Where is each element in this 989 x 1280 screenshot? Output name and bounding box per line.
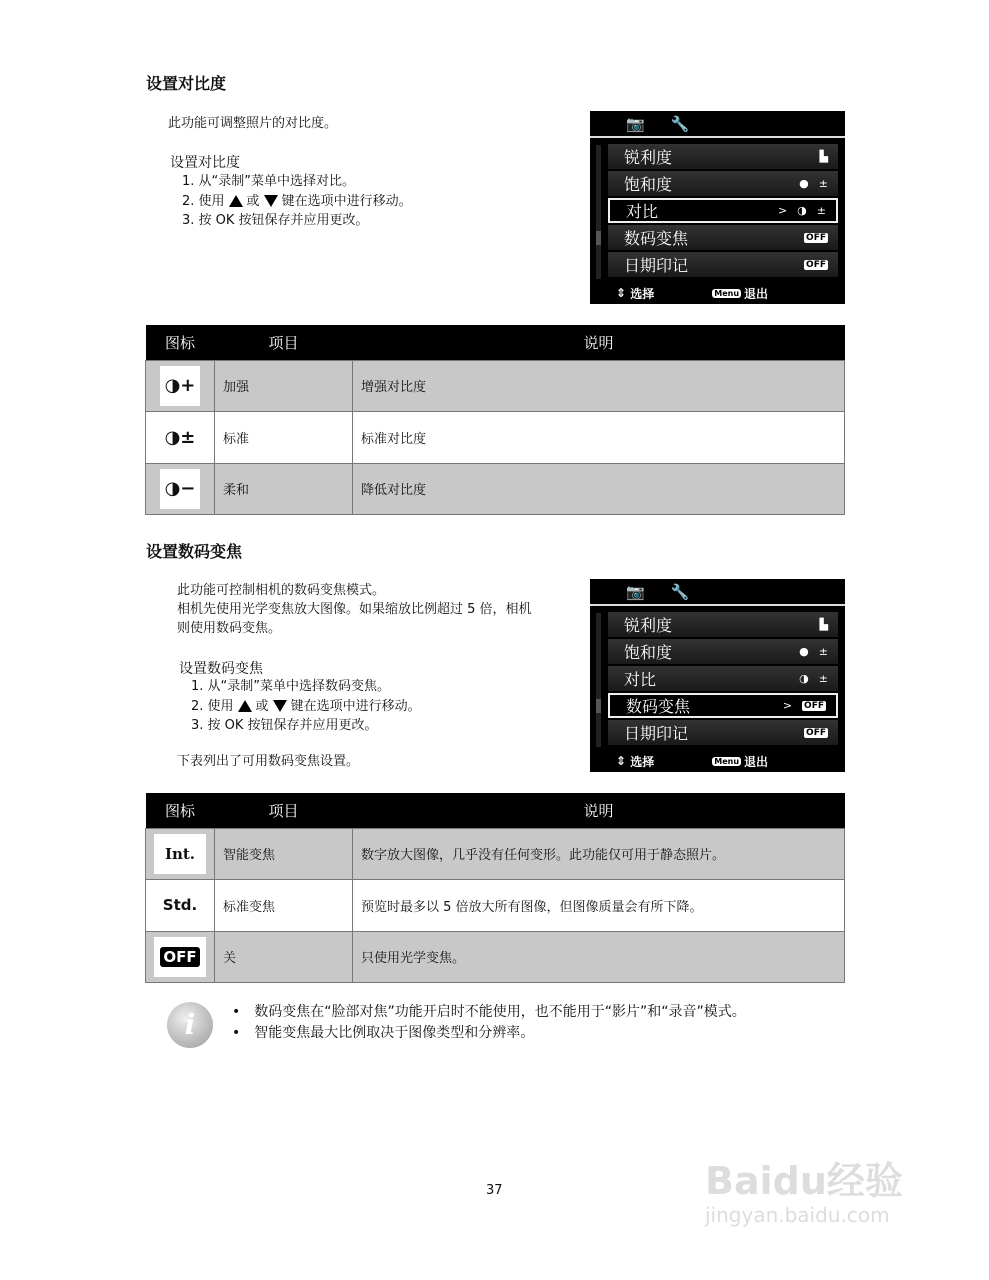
step-text: 键在选项中进行移动。 <box>290 698 421 714</box>
down-arrow-icon <box>273 700 287 712</box>
value: ± <box>818 177 828 190</box>
desc: 增强对比度 <box>353 360 845 412</box>
menu-item-contrast <box>608 198 838 223</box>
item: 标准 <box>215 412 353 464</box>
watermark-url: jingyan.baidu.com <box>705 1203 890 1227</box>
wrench-icon: 🔧 <box>670 114 690 133</box>
off-badge: OFF <box>806 727 826 738</box>
text: 相机先使用光学变焦放大图像。如果缩放比例超过 5 倍，相机 <box>177 602 532 617</box>
value: ± <box>818 645 828 658</box>
exit-label: 退出 <box>744 754 769 769</box>
wrench-icon: 🔧 <box>670 582 690 601</box>
off-badge: OFF <box>804 700 824 711</box>
menu-button-icon: Menu <box>714 288 740 298</box>
drop-icon: ● <box>799 645 809 658</box>
table-row <box>146 880 845 932</box>
item: 关 <box>215 931 353 983</box>
menu-item-digital-zoom <box>608 225 838 250</box>
menu-button-icon: Menu <box>714 756 740 766</box>
section-title-contrast: 设置对比度 <box>146 74 227 93</box>
menu-item-saturation <box>608 639 838 664</box>
info-icon: i <box>167 1002 213 1048</box>
select-label: 选择 <box>630 754 655 769</box>
contrast-intro: 此功能可调整照片的对比度。 <box>168 116 338 131</box>
label: 对比 <box>624 670 657 689</box>
arrow: > <box>777 204 788 217</box>
zoom-subtitle: 设置数码变焦 <box>179 661 263 677</box>
item: 加强 <box>215 360 353 412</box>
updown-icon: ⇕ <box>616 754 627 768</box>
scrollbar <box>596 613 601 747</box>
zoom-steps <box>191 677 421 736</box>
text: 此功能可控制相机的数码变焦模式。 <box>177 583 386 598</box>
item: 标准变焦 <box>215 880 353 932</box>
sharpness-icon: ▙ <box>819 618 828 631</box>
camera-icon: 📷 <box>626 582 645 601</box>
page-number: 37 <box>486 1183 503 1198</box>
section-title-digital-zoom: 设置数码变焦 <box>146 542 243 561</box>
select-label: 选择 <box>630 286 655 301</box>
header-icon: 图标 <box>146 325 215 360</box>
step-text: 2. 使用 <box>182 193 225 209</box>
digital-zoom-table <box>145 793 845 983</box>
desc: 标准对比度 <box>353 412 845 464</box>
step-1: 1. 从“录制”菜单中选择对比。 <box>182 174 356 189</box>
item: 柔和 <box>215 463 353 515</box>
note-item: • 数码变焦在“脸部对焦”功能开启时不能使用，也不能用于“影片”和“录音”模式。 <box>232 1002 746 1023</box>
step-text: 或 <box>255 698 269 714</box>
table-row <box>146 931 845 983</box>
camera-menu-digital-zoom <box>590 579 845 772</box>
zoom-table-intro: 下表列出了可用数码变焦设置。 <box>177 754 360 769</box>
scrollbar <box>596 145 601 279</box>
table-row <box>146 828 845 880</box>
contrast-low-icon: ◑− <box>160 469 200 509</box>
table-row <box>146 463 845 515</box>
updown-icon: ⇕ <box>616 286 627 300</box>
step-text: 或 <box>246 193 260 209</box>
contrast-table <box>145 325 845 515</box>
contrast-icon: ◑ <box>799 672 809 685</box>
contrast-high-icon: ◑+ <box>160 366 200 406</box>
note-item: • 智能变焦最大比例取决于图像类型和分辨率。 <box>232 1023 746 1044</box>
menu-item-sharpness <box>608 144 838 169</box>
header-desc: 说明 <box>353 325 845 360</box>
label: 日期印记 <box>624 256 689 275</box>
desc: 降低对比度 <box>353 463 845 515</box>
menu-item-date-stamp <box>608 252 838 277</box>
step-1: 1. 从“录制”菜单中选择数码变焦。 <box>191 679 391 694</box>
up-arrow-icon <box>229 195 243 207</box>
desc: 预览时最多以 5 倍放大所有图像，但图像质量会有所下降。 <box>353 880 845 932</box>
contrast-steps <box>182 172 412 231</box>
step-2 <box>191 697 421 717</box>
desc: 数字放大图像，几乎没有任何变形。此功能仅可用于静态照片。 <box>353 828 845 880</box>
desc: 只使用光学变焦。 <box>353 931 845 983</box>
label: 日期印记 <box>624 724 689 743</box>
contrast-normal-icon: ◑± <box>160 417 200 457</box>
notes-list <box>232 1002 746 1044</box>
label: 饱和度 <box>624 175 673 194</box>
camera-icon: 📷 <box>626 114 645 133</box>
watermark-brand: Baidu经验 <box>705 1159 903 1203</box>
item: 智能变焦 <box>215 828 353 880</box>
step-3: 3. 按 OK 按钮保存并应用更改。 <box>182 213 369 228</box>
arrow: > <box>782 699 793 712</box>
standard-zoom-icon: Std. <box>154 885 206 925</box>
menu-item-saturation <box>608 171 838 196</box>
label: 锐利度 <box>624 148 673 167</box>
step-text: 2. 使用 <box>191 698 234 714</box>
menu-item-digital-zoom <box>608 693 838 718</box>
table-row <box>146 412 845 464</box>
header-item: 项目 <box>215 793 353 828</box>
label: 对比 <box>626 202 659 221</box>
value: ± <box>816 204 826 217</box>
sharpness-icon: ▙ <box>819 150 828 163</box>
menu-item-sharpness <box>608 612 838 637</box>
exit-label: 退出 <box>744 286 769 301</box>
off-icon: OFF <box>160 947 199 967</box>
label: 饱和度 <box>624 643 673 662</box>
header-item: 项目 <box>215 325 353 360</box>
intelligent-zoom-icon: Int. <box>154 834 206 874</box>
contrast-icon: ◑ <box>797 204 807 217</box>
camera-menu-contrast <box>590 111 845 304</box>
contrast-subtitle: 设置对比度 <box>170 155 240 171</box>
text: 则使用数码变焦。 <box>177 621 282 636</box>
step-3: 3. 按 OK 按钮保存并应用更改。 <box>191 718 378 733</box>
drop-icon: ● <box>799 177 809 190</box>
menu-item-contrast <box>608 666 838 691</box>
off-badge: OFF <box>806 259 826 270</box>
off-badge: OFF <box>806 232 826 243</box>
table-row <box>146 360 845 412</box>
header-icon: 图标 <box>146 793 215 828</box>
label: 锐利度 <box>624 616 673 635</box>
zoom-intro <box>177 581 532 638</box>
up-arrow-icon <box>238 700 252 712</box>
down-arrow-icon <box>264 195 278 207</box>
header-desc: 说明 <box>353 793 845 828</box>
step-2 <box>182 192 412 212</box>
label: 数码变焦 <box>626 697 691 716</box>
value: ± <box>818 672 828 685</box>
step-text: 键在选项中进行移动。 <box>281 193 412 209</box>
menu-item-date-stamp <box>608 720 838 745</box>
label: 数码变焦 <box>624 229 689 248</box>
